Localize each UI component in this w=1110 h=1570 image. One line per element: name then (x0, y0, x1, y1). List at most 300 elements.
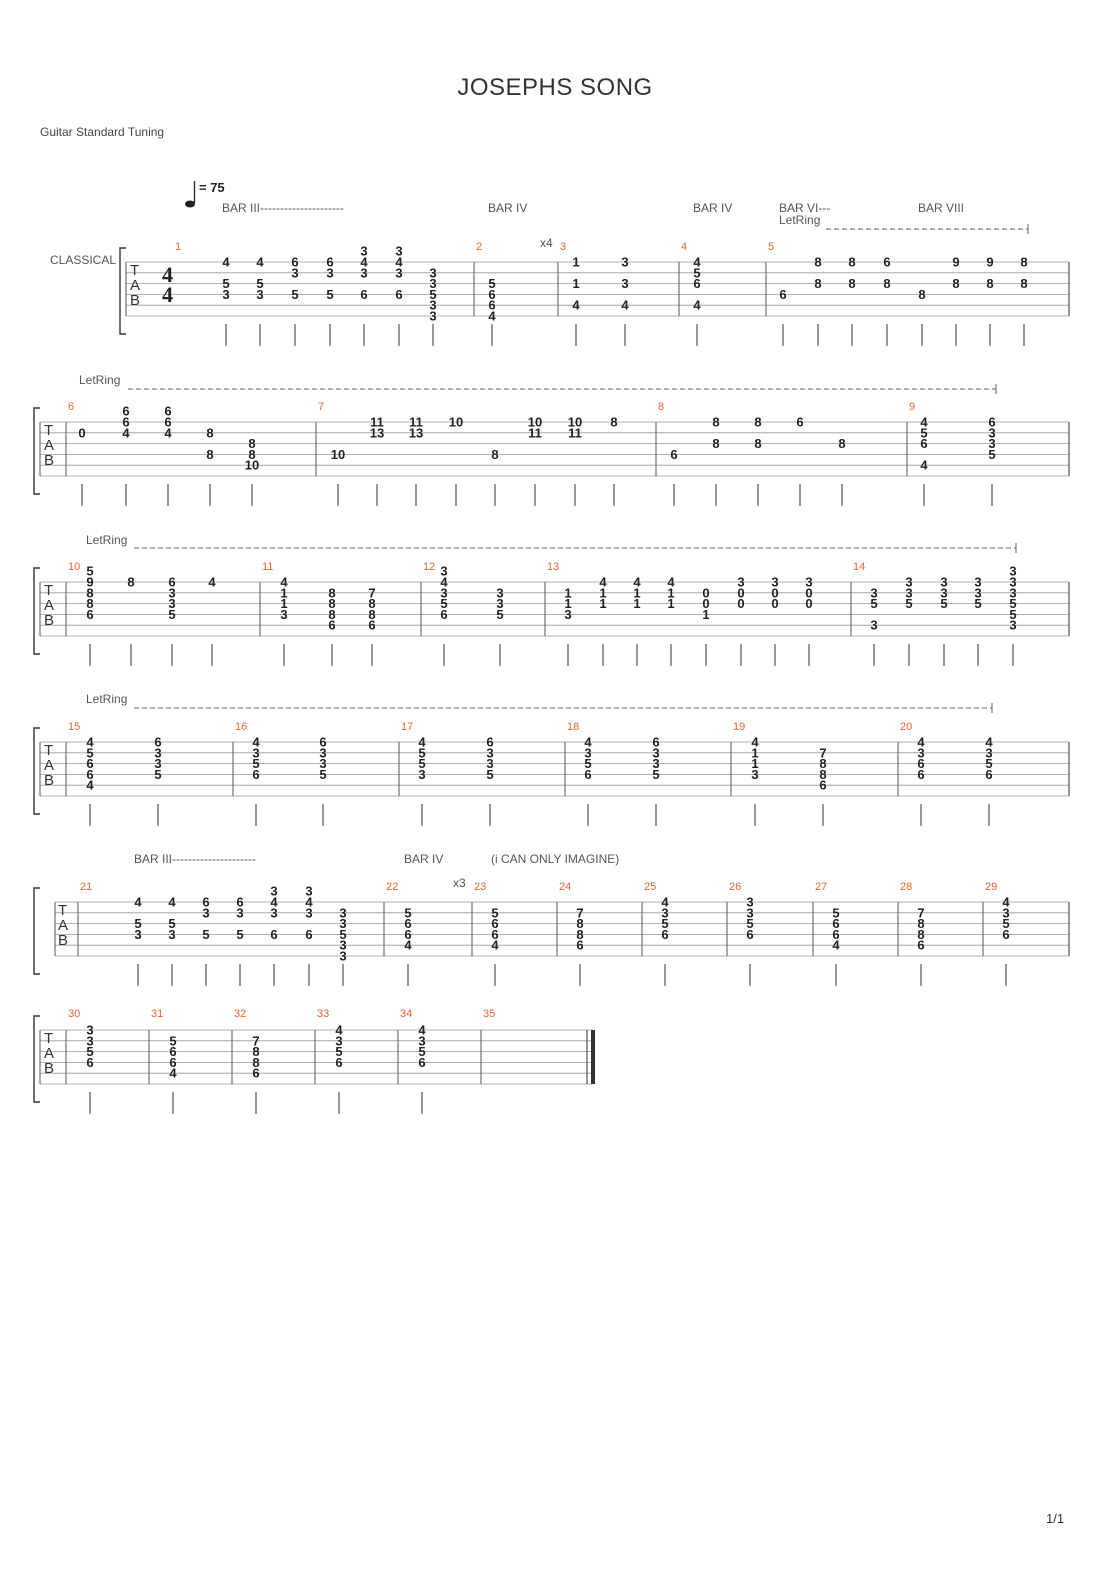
fret-number: 3 (940, 585, 948, 601)
tab-letter: B (58, 932, 69, 949)
fret-number: 8 (328, 606, 336, 622)
fret-number: 8 (491, 446, 499, 462)
quarter-note-icon (185, 201, 195, 208)
fret-number: 3 (418, 766, 426, 782)
measure-number: 9 (909, 401, 916, 413)
fret-number: 4 (122, 425, 130, 441)
measure-number: 8 (658, 401, 665, 413)
measure-number: 27 (815, 881, 828, 893)
fret-number: 3 (870, 617, 878, 633)
fret-number: 5 (491, 905, 499, 921)
fret-number: 1 (667, 585, 675, 601)
fret-number: 6 (917, 766, 925, 782)
fret-number: 1 (280, 585, 288, 601)
fret-number: 4 (252, 734, 260, 750)
fret-number: 3 (440, 585, 448, 601)
staff-system (34, 852, 1069, 986)
fret-number: 5 (693, 265, 701, 281)
fret-number: 5 (86, 1044, 94, 1060)
measure-number: 26 (729, 881, 742, 893)
fret-number: 3 (652, 756, 660, 772)
fret-number: 6 (305, 926, 313, 942)
fret-number: 3 (1009, 563, 1017, 579)
fret-number: 5 (291, 286, 299, 302)
fret-number: 4 (832, 937, 840, 953)
fret-number: 3 (305, 883, 313, 899)
fret-number: 6 (920, 436, 928, 452)
fret-number: 4 (917, 734, 925, 750)
tab-letter: T (44, 742, 54, 759)
fret-number: 13 (369, 425, 385, 441)
fret-number: 3 (291, 265, 299, 281)
fret-number: 6 (917, 756, 925, 772)
fret-number: 8 (754, 436, 762, 452)
fret-number: 3 (429, 297, 437, 313)
fret-number: 5 (418, 756, 426, 772)
measure-number: 3 (560, 241, 567, 253)
annotation-text: BAR IV (404, 852, 444, 866)
fret-number: 8 (1020, 276, 1028, 292)
staff-system (120, 201, 1069, 346)
fret-number: 5 (154, 766, 162, 782)
fret-number: 6 (988, 414, 996, 430)
fret-number: 0 (737, 596, 745, 612)
fret-number: 4 (164, 425, 172, 441)
fret-number: 10 (567, 414, 583, 430)
fret-number: 4 (270, 894, 278, 910)
fret-number: 5 (256, 276, 264, 292)
fret-number: 8 (814, 254, 822, 270)
fret-number: 3 (168, 926, 176, 942)
measure-number: 14 (853, 561, 866, 573)
fret-number: 4 (920, 414, 928, 430)
fret-number: 6 (652, 734, 660, 750)
fret-number: 5 (339, 926, 347, 942)
fret-number: 6 (486, 734, 494, 750)
fret-number: 8 (368, 596, 376, 612)
measure-number: 15 (68, 721, 81, 733)
fret-number: 8 (206, 446, 214, 462)
fret-number: 8 (917, 916, 925, 932)
fret-number: 8 (754, 414, 762, 430)
fret-number: 6 (1002, 926, 1010, 942)
fret-number: 3 (339, 948, 347, 964)
tuning-label: Guitar Standard Tuning (40, 125, 165, 139)
fret-number: 6 (169, 1054, 177, 1070)
measure-number: 18 (567, 721, 580, 733)
measure-number: 19 (733, 721, 746, 733)
fret-number: 3 (335, 1033, 343, 1049)
measure-number: 17 (401, 721, 414, 733)
fret-number: 3 (222, 286, 230, 302)
fret-number: 8 (127, 574, 135, 590)
fret-number: 6 (168, 574, 176, 590)
fret-number: 3 (988, 425, 996, 441)
tab-letter: T (58, 902, 68, 919)
fret-number: 3 (905, 574, 913, 590)
fret-number: 5 (86, 563, 94, 579)
fret-number: 8 (712, 414, 720, 430)
fret-number: 5 (134, 916, 142, 932)
fret-number: 4 (418, 1022, 426, 1038)
fret-number: 4 (86, 777, 94, 793)
measure-number: 10 (68, 561, 81, 573)
fret-number: 6 (746, 926, 754, 942)
system-bracket (34, 888, 40, 974)
fret-number: 3 (652, 745, 660, 761)
fret-number: 9 (986, 254, 994, 270)
fret-number: 6 (985, 766, 993, 782)
measure-number: 28 (900, 881, 913, 893)
tab-letter: A (130, 277, 141, 294)
fret-number: 0 (805, 585, 813, 601)
tab-letter: B (44, 772, 55, 789)
fret-number: 6 (326, 254, 334, 270)
system-bracket (34, 728, 40, 814)
fret-number: 3 (319, 745, 327, 761)
fret-number: 6 (661, 926, 669, 942)
staff-system (34, 533, 1069, 666)
measure-number: 29 (985, 881, 998, 893)
fret-number: 6 (86, 766, 94, 782)
fret-number: 6 (395, 286, 403, 302)
fret-number: 6 (440, 606, 448, 622)
fret-number: 4 (572, 297, 580, 313)
fret-number: 6 (86, 606, 94, 622)
fret-number: 5 (1009, 596, 1017, 612)
fret-number: 8 (848, 276, 856, 292)
fret-number: 4 (693, 297, 701, 313)
fret-number: 1 (572, 276, 580, 292)
fret-number: 4 (208, 574, 216, 590)
fret-number: 0 (78, 425, 86, 441)
measure-number: 25 (644, 881, 657, 893)
system-bracket (34, 568, 40, 654)
time-signature-digit: 4 (162, 282, 173, 307)
fret-number: 3 (905, 585, 913, 601)
measure-number: 23 (474, 881, 487, 893)
fret-number: 6 (819, 777, 827, 793)
fret-number: 5 (168, 916, 176, 932)
fret-number: 7 (819, 745, 827, 761)
instrument-label: CLASSICAL (50, 253, 117, 267)
fret-number: 4 (305, 894, 313, 910)
fret-number: 3 (771, 574, 779, 590)
annotation-text: x4 (540, 236, 553, 250)
fret-number: 5 (661, 916, 669, 932)
fret-number: 13 (408, 425, 424, 441)
fret-number: 5 (418, 745, 426, 761)
fret-number: 5 (440, 596, 448, 612)
fret-number: 5 (488, 276, 496, 292)
fret-number: 6 (319, 734, 327, 750)
fret-number: 5 (319, 766, 327, 782)
fret-number: 3 (988, 436, 996, 452)
fret-number: 6 (252, 1065, 260, 1081)
fret-number: 10 (448, 414, 464, 430)
fret-number: 3 (1009, 574, 1017, 590)
fret-number: 4 (920, 457, 928, 473)
fret-number: 8 (248, 446, 256, 462)
fret-number: 6 (404, 916, 412, 932)
fret-number: 4 (621, 297, 629, 313)
fret-number: 8 (918, 286, 926, 302)
measure-number: 12 (423, 561, 436, 573)
fret-number: 6 (328, 617, 336, 633)
fret-number: 3 (270, 905, 278, 921)
tab-letter: A (44, 597, 55, 614)
annotation-text: LetRing (79, 373, 121, 387)
fret-number: 5 (169, 1033, 177, 1049)
measure-number: 21 (80, 881, 93, 893)
fret-number: 1 (280, 596, 288, 612)
fret-number: 3 (940, 574, 948, 590)
measure-number: 35 (483, 1008, 496, 1020)
fret-number: 6 (291, 254, 299, 270)
fret-number: 8 (838, 436, 846, 452)
fret-number: 6 (122, 403, 130, 419)
fret-number: 5 (222, 276, 230, 292)
fret-number: 6 (252, 766, 260, 782)
tab-letter: A (58, 917, 69, 934)
fret-number: 3 (1009, 585, 1017, 601)
fret-number: 5 (86, 745, 94, 761)
fret-number: 3 (621, 254, 629, 270)
fret-number: 6 (169, 1044, 177, 1060)
tab-letter: A (44, 757, 55, 774)
fret-number: 3 (168, 596, 176, 612)
fret-number: 4 (491, 937, 499, 953)
tab-letter: T (130, 262, 140, 279)
staff-system (34, 373, 1069, 506)
annotation-text: BAR IV (693, 201, 733, 215)
fret-number: 6 (491, 926, 499, 942)
fret-number: 3 (86, 1033, 94, 1049)
fret-number: 6 (122, 414, 130, 430)
annotation-text: LetRing (86, 692, 128, 706)
tab-letter: B (44, 452, 55, 469)
fret-number: 4 (86, 734, 94, 750)
fret-number: 3 (496, 596, 504, 612)
measure-number: 5 (768, 241, 775, 253)
fret-number: 8 (576, 926, 584, 942)
fret-number: 5 (988, 446, 996, 462)
fret-number: 8 (206, 425, 214, 441)
fret-number: 5 (202, 926, 210, 942)
fret-number: 6 (693, 276, 701, 292)
fret-number: 7 (368, 585, 376, 601)
measure-number: 1 (175, 241, 182, 253)
fret-number: 4 (169, 1065, 177, 1081)
fret-number: 4 (667, 574, 675, 590)
fret-number: 8 (819, 766, 827, 782)
fret-number: 4 (440, 574, 448, 590)
fret-number: 3 (360, 265, 368, 281)
fret-number: 5 (326, 286, 334, 302)
fret-number: 1 (564, 585, 572, 601)
fret-number: 6 (491, 916, 499, 932)
fret-number: 1 (751, 756, 759, 772)
fret-number: 3 (236, 905, 244, 921)
fret-number: 4 (280, 574, 288, 590)
fret-number: 3 (319, 756, 327, 772)
fret-number: 8 (814, 276, 822, 292)
fret-number: 4 (335, 1022, 343, 1038)
fret-number: 11 (528, 425, 542, 441)
fret-number: 3 (280, 606, 288, 622)
fret-number: 3 (395, 243, 403, 259)
measure-number: 24 (559, 881, 572, 893)
fret-number: 5 (584, 756, 592, 772)
annotation-text: BAR IV (488, 201, 528, 215)
tab-letter: B (44, 1060, 55, 1077)
fret-number: 5 (985, 756, 993, 772)
fret-number: 3 (805, 574, 813, 590)
measure-number: 2 (476, 241, 483, 253)
tab-letter: T (44, 422, 54, 439)
fret-number: 3 (339, 937, 347, 953)
fret-number: 0 (702, 596, 710, 612)
annotation-text: LetRing (779, 213, 821, 227)
fret-number: 1 (564, 596, 572, 612)
fret-number: 1 (702, 606, 710, 622)
fret-number: 0 (771, 585, 779, 601)
fret-number: 5 (335, 1044, 343, 1060)
fret-number: 3 (985, 745, 993, 761)
fret-number: 6 (360, 286, 368, 302)
fret-number: 5 (974, 596, 982, 612)
fret-number: 3 (270, 883, 278, 899)
fret-number: 4 (488, 308, 496, 324)
fret-number: 6 (832, 916, 840, 932)
fret-number: 5 (496, 606, 504, 622)
measure-number: 7 (318, 401, 325, 413)
tab-letter: A (44, 1045, 55, 1062)
system-bracket (120, 248, 126, 334)
fret-number: 3 (496, 585, 504, 601)
fret-number: 8 (712, 436, 720, 452)
fret-number: 4 (418, 734, 426, 750)
annotation-text: BAR VI--- (779, 201, 831, 215)
fret-number: 1 (667, 596, 675, 612)
fret-number: 4 (1002, 894, 1010, 910)
fret-number: 3 (746, 894, 754, 910)
fret-number: 6 (584, 766, 592, 782)
staff-system (34, 1008, 593, 1114)
fret-number: 3 (746, 905, 754, 921)
fret-number: 3 (974, 574, 982, 590)
fret-number: 5 (1009, 606, 1017, 622)
fret-number: 3 (564, 606, 572, 622)
fret-number: 5 (940, 596, 948, 612)
fret-number: 3 (429, 265, 437, 281)
fret-number: 11 (409, 414, 423, 430)
fret-number: 5 (429, 286, 437, 302)
fret-number: 8 (1020, 254, 1028, 270)
measure-number: 32 (234, 1008, 247, 1020)
fret-number: 8 (328, 585, 336, 601)
fret-number: 3 (305, 905, 313, 921)
fret-number: 6 (86, 756, 94, 772)
system-bracket (34, 408, 40, 494)
fret-number: 3 (202, 905, 210, 921)
fret-number: 6 (488, 286, 496, 302)
fret-number: 5 (404, 905, 412, 921)
fret-number: 4 (985, 734, 993, 750)
fret-number: 6 (779, 286, 787, 302)
fret-number: 6 (154, 734, 162, 750)
fret-number: 6 (576, 937, 584, 953)
measure-number: 4 (681, 241, 688, 253)
fret-number: 4 (633, 574, 641, 590)
tab-letter: T (44, 582, 54, 599)
fret-number: 1 (751, 745, 759, 761)
tempo-value: = 75 (199, 180, 225, 195)
measure-number: 34 (400, 1008, 413, 1020)
fret-number: 3 (339, 916, 347, 932)
fret-number: 8 (883, 276, 891, 292)
measure-number: 33 (317, 1008, 330, 1020)
fret-number: 5 (746, 916, 754, 932)
fret-number: 8 (848, 254, 856, 270)
fret-number: 3 (326, 265, 334, 281)
staff-system (34, 692, 1069, 826)
fret-number: 3 (870, 585, 878, 601)
fret-number: 1 (599, 596, 607, 612)
fret-number: 3 (621, 276, 629, 292)
fret-number: 5 (832, 905, 840, 921)
fret-number: 8 (248, 436, 256, 452)
fret-number: 8 (328, 596, 336, 612)
fret-number: 0 (737, 585, 745, 601)
fret-number: 3 (1009, 617, 1017, 633)
fret-number: 11 (370, 414, 384, 430)
fret-number: 6 (917, 937, 925, 953)
fret-number: 4 (584, 734, 592, 750)
fret-number: 8 (917, 926, 925, 942)
tab-letter: B (44, 612, 55, 629)
fret-number: 6 (670, 446, 678, 462)
tab-letter: A (44, 437, 55, 454)
fret-number: 3 (252, 745, 260, 761)
measure-number: 30 (68, 1008, 81, 1020)
fret-number: 9 (86, 574, 94, 590)
measure-number: 16 (235, 721, 248, 733)
fret-number: 5 (486, 766, 494, 782)
fret-number: 9 (952, 254, 960, 270)
fret-number: 3 (86, 1022, 94, 1038)
fret-number: 3 (360, 243, 368, 259)
fret-number: 3 (661, 905, 669, 921)
fret-number: 4 (661, 894, 669, 910)
fret-number: 4 (751, 734, 759, 750)
measure-number: 22 (386, 881, 399, 893)
annotation-text: BAR III--------------------- (222, 201, 344, 215)
fret-number: 5 (418, 1044, 426, 1060)
fret-number: 4 (360, 254, 368, 270)
fret-number: 8 (252, 1044, 260, 1060)
fret-number: 10 (330, 446, 346, 462)
fret-number: 3 (737, 574, 745, 590)
fret-number: 6 (236, 894, 244, 910)
fret-number: 8 (368, 606, 376, 622)
annotation-text: x3 (453, 876, 466, 890)
fret-number: 6 (202, 894, 210, 910)
fret-number: 3 (134, 926, 142, 942)
fret-number: 11 (568, 425, 582, 441)
fret-number: 1 (599, 585, 607, 601)
fret-number: 4 (256, 254, 264, 270)
